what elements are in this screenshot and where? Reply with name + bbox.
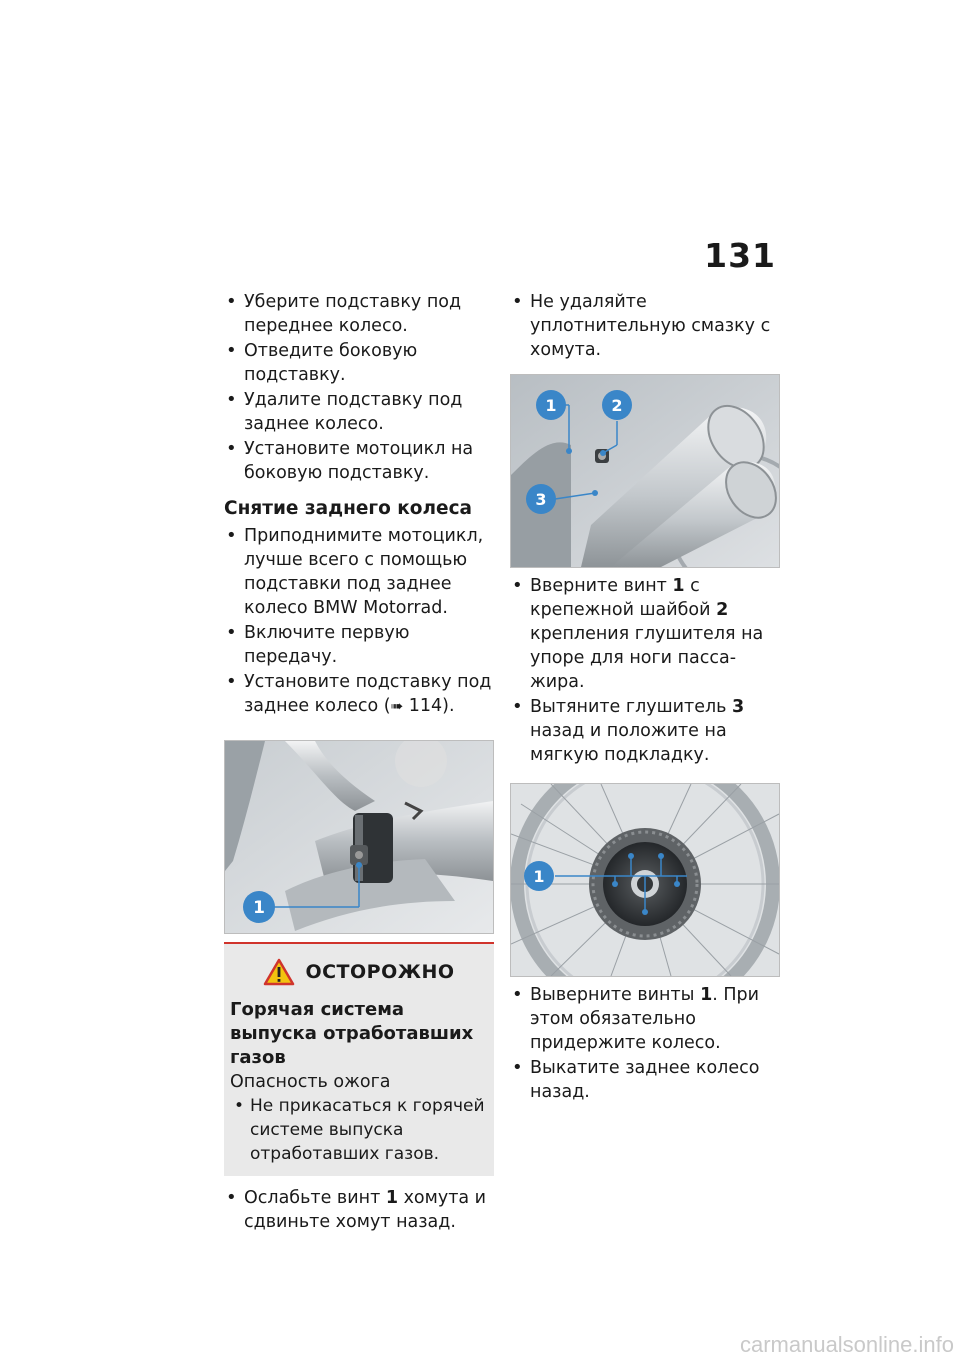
- list-item: [510, 695, 780, 767]
- part-number: 2: [716, 600, 729, 620]
- warning-title: ОСТОРОЖНО: [305, 961, 455, 983]
- warning-danger: Опасность ожога: [230, 1072, 391, 1092]
- right-column: [510, 290, 780, 1105]
- steps-list-right-top: [510, 290, 780, 362]
- step-text: Вытяните глушитель: [530, 697, 733, 717]
- steps-list-top: [224, 290, 494, 485]
- step-text: хомута и сдвиньте хомут назад.: [244, 1188, 487, 1232]
- step-text: назад и положите на мягкую подкладку.: [530, 721, 727, 765]
- steps-list-right-mid: [510, 574, 780, 767]
- figure-exhaust-clamp: [224, 740, 494, 934]
- step-text: . При этом обязательно придержите колесо.: [530, 985, 760, 1053]
- list-item: • Удалите подставку под заднее колесо.: [224, 388, 494, 436]
- list-item: • Включите первую передачу.: [224, 621, 494, 669]
- warning-list: [224, 1094, 494, 1166]
- callout-label: 3: [535, 490, 547, 509]
- step-text: Выверните винты: [530, 985, 701, 1005]
- section-title: Снятие заднего колеса: [224, 498, 473, 519]
- figure-silencers: [510, 374, 780, 568]
- exhaust-clamp-illustration: [225, 741, 493, 933]
- part-number: 1: [672, 576, 685, 596]
- callout-label: 1: [533, 867, 545, 886]
- step-text: Ослабьте винт: [244, 1188, 386, 1208]
- steps-list-mid: [224, 524, 494, 718]
- list-item: [224, 670, 494, 718]
- step-text: Установите подставку под заднее колесо (: [244, 672, 492, 716]
- warning-subtitle: Горячая система выпуска отработавших газов: [230, 999, 474, 1068]
- page-reference[interactable]: 114).: [408, 696, 455, 716]
- figure-rear-wheel: [510, 783, 780, 977]
- list-item: • Не удаляйте уплотнительную смазку с хомута.: [510, 290, 780, 362]
- warning-box: [224, 942, 494, 1176]
- steps-list-bottom: [224, 1186, 494, 1234]
- watermark: carmanualsonline.info: [739, 1332, 954, 1357]
- list-item: • Выкатите заднее колесо назад.: [510, 1056, 780, 1104]
- warning-triangle-icon: [263, 958, 295, 986]
- part-number: 1: [385, 1188, 399, 1208]
- silencers-illustration: [511, 375, 779, 567]
- part-number: 3: [732, 697, 745, 717]
- callout-label: 1: [545, 396, 557, 415]
- list-item: [510, 983, 780, 1055]
- warning-header: [224, 958, 494, 986]
- list-item: • Отведите боковую подставку.: [224, 339, 494, 387]
- callout-label: 2: [611, 396, 623, 415]
- step-text: крепления глушителя на упоре для ноги пассажира.: [530, 624, 764, 692]
- step-text: с крепежной шайбой: [530, 576, 717, 620]
- left-column: [224, 290, 494, 1235]
- page-reference-arrow-icon: ➠: [390, 697, 404, 715]
- page-number: 131: [704, 236, 776, 275]
- rear-wheel-illustration: [511, 784, 779, 976]
- list-item: • Не прикасаться к горячей системе выпуска отработавших газов.: [230, 1094, 488, 1166]
- steps-list-right-bottom: [510, 983, 780, 1104]
- step-text: Вверните винт: [530, 576, 673, 596]
- list-item: • Уберите подставку под переднее колесо.: [224, 290, 494, 338]
- list-item: [224, 1186, 494, 1234]
- part-number: 1: [700, 985, 713, 1005]
- list-item: • Приподнимите мотоцикл, лучше всего с помощью подставки под заднее колесо BMW Motorrad.: [224, 524, 494, 620]
- list-item: [510, 574, 780, 694]
- callout-label: 1: [253, 898, 265, 918]
- list-item: • Установите мотоцикл на боковую подставку.: [224, 437, 494, 485]
